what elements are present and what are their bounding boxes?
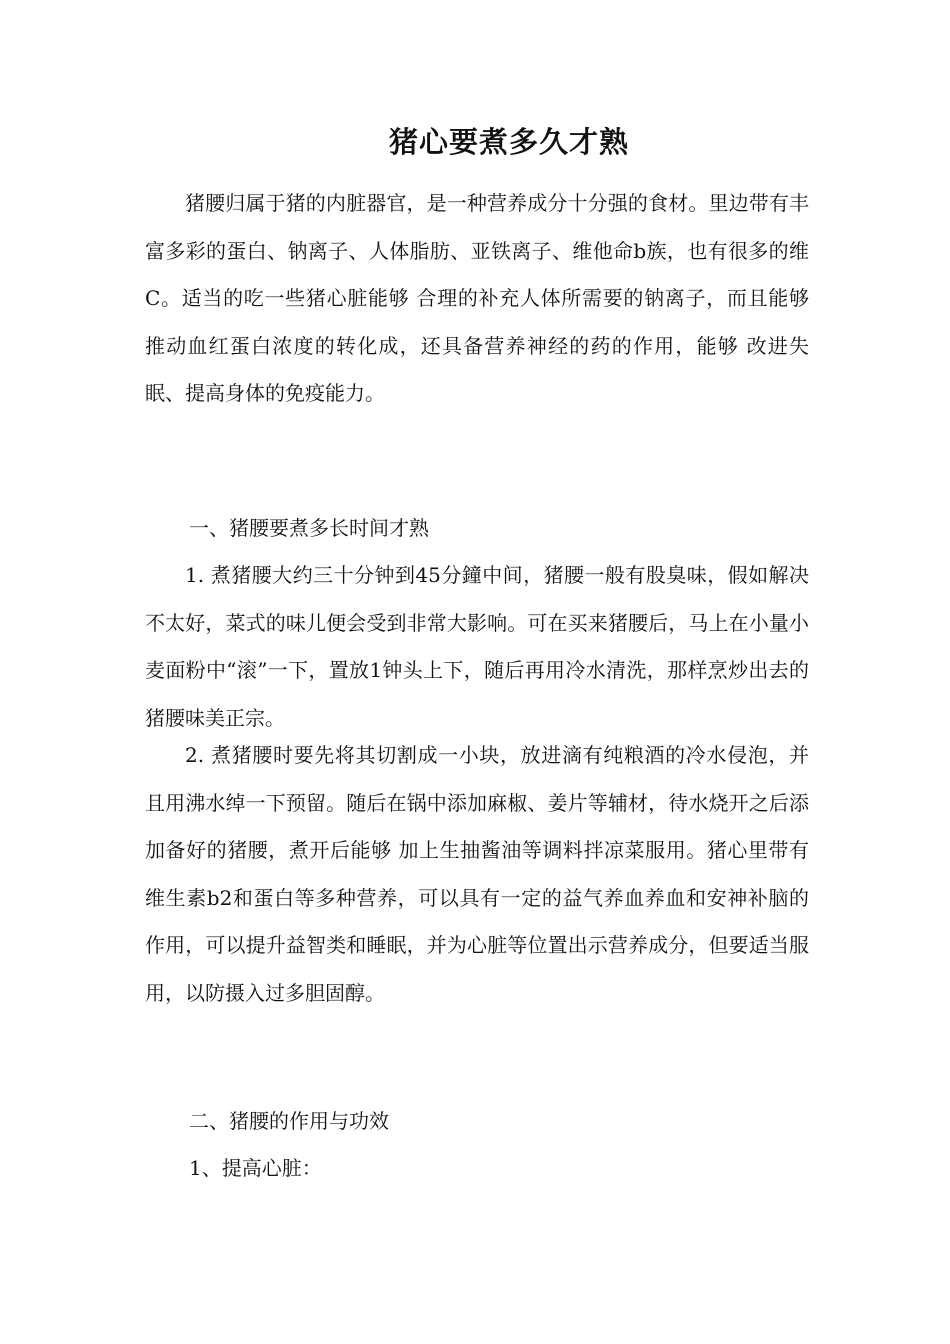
- section-heading-1: 一、猪腰要煮多长时间才熟: [189, 516, 429, 540]
- document-title: 猪心要煮多久才熟: [388, 125, 629, 159]
- section-2-item-1: 1、提高心脏：: [189, 1156, 322, 1180]
- section-heading-2: 二、猪腰的作用与功效: [189, 1109, 389, 1133]
- intro-paragraph: 猪腰归属于猪的内脏器官，是一种营养成分十分强的食材。里边带有丰富多彩的蛋白、钠离子、人体脂肪、亚铁离子、维他命b族，也有很多的维C。适当的吃一些猪心脏能够 合理的补充人体所需要的钠离子，而且能够 推动血红蛋白浓度的转化成，还具备营养神经的药的作用，能够 改进失眠、提高身体的免疫能力。: [145, 191, 809, 405]
- section-1-item-1: 1. 煮猪腰大约三十分钟到45分鐘中间，猪腰一般有股臭味，假如解决不太好，菜式的味儿便会受到非常大影响。可在买来猪腰后，马上在小量小麦面粉中“滚”一下，置放1钟头上下，随后再用冷水清洗，那样烹炒出去的猪腰味美正宗。: [145, 563, 809, 730]
- section-1-item-2: 2. 煮猪腰时要先将其切割成一小块，放进滴有纯粮酒的冷水侵泡，并且用沸水绰一下预留。随后在锅中添加麻椒、姜片等辅材，待水烧开之后添加备好的猪腰，煮开后能够 加上生抽酱油等调料拌凉菜服用。猪心里带有维生素b2和蛋白等多种营养，可以具有一定的益气养血养血和安神补脑的作用，可以提升益智类和睡眠，并为心脏等位置出示营养成分，但要适当服用，以防摄入过多胆固醇。: [145, 743, 809, 1005]
